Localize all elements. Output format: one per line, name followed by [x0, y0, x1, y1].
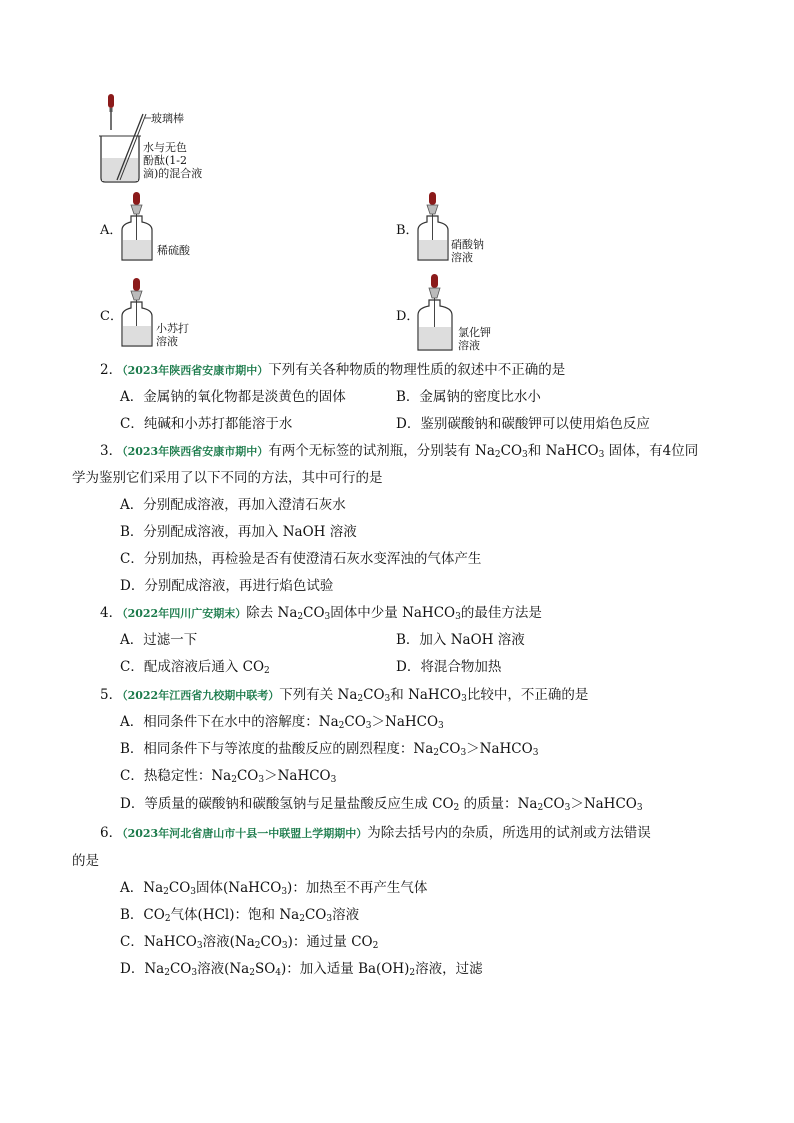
figure-option-c-label-line2: 溶液 — [156, 335, 178, 348]
question-3-option-d[interactable]: D．分别配成溶液，再进行焰色试验 — [120, 578, 334, 594]
question-2-option-c[interactable]: C．纯碱和小苏打都能溶于水 — [120, 416, 293, 432]
question-3-option-b[interactable]: B．分别配成溶液，再加入 NaOH 溶液 — [120, 524, 357, 540]
figure-option-d-label-line1: 氯化钾 — [458, 326, 491, 339]
question-source: （2023年河北省唐山市十县一中联盟上学期期中） — [122, 827, 368, 840]
question-3-stem-line2: 学为鉴别它们采用了以下不同的方法，其中可行的是 — [72, 470, 383, 486]
question-3-option-c[interactable]: C．分别加热，再检验是否有使澄清石灰水变浑浊的气体产生 — [120, 551, 482, 567]
question-source: （2023年陕西省安康市期中） — [122, 364, 269, 377]
question-6-option-b[interactable]: B．$CO_2$气体(HCl)：饱和 $Na_2CO_3$溶液 — [120, 907, 360, 924]
question-5-stem: 5．（2022年江西省九校期中联考）下列有关 $Na_2CO_3$和 NaHCO$_3$比较中，不正确的是 — [100, 687, 589, 704]
figure-option-b-letter[interactable]: B． — [396, 223, 419, 238]
question-2-stem: 2．（2023年陕西省安康市期中）下列有关各种物质的物理性质的叙述中不正确的是 — [100, 362, 566, 378]
question-source: （2023年陕西省安康市期中） — [122, 445, 269, 458]
question-4-stem: 4．（2022年四川广安期末）除去 $Na_2CO_3$固体中少量 NaHCO$_3$的最佳方法是 — [100, 605, 542, 622]
figure-option-c-label-line1: 小苏打 — [156, 322, 189, 335]
label-glass-rod: 玻璃棒 — [151, 112, 184, 125]
question-4-option-d[interactable]: D．将混合物加热 — [396, 659, 502, 675]
question-6-stem: 6．（2023年河北省唐山市十县一中联盟上学期期中）为除去括号内的杂质，所选用的试剂或方法错误 — [100, 825, 651, 841]
label-mixture-line3: 滴)的混合液 — [143, 167, 203, 180]
question-6-option-c[interactable]: C．NaHCO$_3$溶液$(Na_2CO_3)$：通过量 $CO_2$ — [120, 934, 379, 951]
question-3-option-a[interactable]: A．分别配成溶液，再加入澄清石灰水 — [120, 497, 346, 513]
question-5-option-d[interactable]: D．等质量的碳酸钠和碳酸氢钠与足量盐酸反应生成 $CO_2$ 的质量：$Na_2CO_3>NaHCO_3$ — [120, 796, 643, 813]
question-2-option-d[interactable]: D．鉴别碳酸钠和碳酸钾可以使用焰色反应 — [396, 416, 650, 432]
label-mixture-line1: 水与无色 — [143, 141, 187, 154]
question-5-option-a[interactable]: A．相同条件下在水中的溶解度：$Na_2CO_3>NaHCO_3$ — [120, 714, 444, 731]
reagent-bottle-icon — [414, 272, 458, 354]
question-source: （2022年四川广安期末） — [122, 607, 247, 620]
figure-option-b-bottle — [414, 190, 454, 269]
question-5-option-b[interactable]: B．相同条件下与等浓度的盐酸反应的剧烈程度：$Na_2CO_3>NaHCO_3$ — [120, 741, 539, 758]
question-5-option-c[interactable]: C．热稳定性：$Na_2CO_3>NaHCO_3$ — [120, 768, 337, 785]
reagent-bottle-icon — [118, 190, 158, 265]
question-4-option-b[interactable]: B．加入 NaOH 溶液 — [396, 632, 525, 648]
figure-option-a-bottle — [118, 190, 158, 269]
question-3-stem: 3．（2023年陕西省安康市期中）有两个无标签的试剂瓶，分别装有 $Na_2CO_3$和 NaHCO$_3$ 固体，有4位同 — [100, 443, 699, 460]
question-4-option-a[interactable]: A．过滤一下 — [120, 632, 198, 648]
question-source: （2022年江西省九校期中联考） — [122, 689, 280, 702]
question-6-option-d[interactable]: D．$Na_2CO_3$溶液$(Na_2SO_4)$：加入适量 $Ba(OH)_2$溶液，过滤 — [120, 961, 483, 978]
reagent-bottle-icon — [414, 190, 454, 265]
figure-option-c-bottle — [118, 276, 158, 355]
question-6-option-a[interactable]: A．$Na_2CO_3$固体(NaHCO$_3$)：加热至不再产生气体 — [120, 880, 428, 897]
figure-option-a-label: 稀硫酸 — [157, 244, 190, 257]
reagent-bottle-icon — [118, 276, 158, 351]
figure-option-d-bottle — [414, 272, 458, 358]
figure-option-a-letter[interactable]: A． — [100, 223, 123, 238]
question-2-option-b[interactable]: B．金属钠的密度比水小 — [396, 389, 541, 405]
figure-option-b-label-line1: 硝酸钠 — [451, 238, 484, 251]
question-2-option-a[interactable]: A．金属钠的氧化物都是淡黄色的固体 — [120, 389, 346, 405]
figure-option-c-letter[interactable]: C． — [100, 309, 123, 324]
figure-option-d-letter[interactable]: D． — [396, 309, 420, 324]
question-4-option-c[interactable]: C．配成溶液后通入 $CO_2$ — [120, 659, 270, 676]
label-mixture-line2: 酚酞(1-2 — [143, 154, 188, 167]
figure-option-d-label-line2: 溶液 — [458, 339, 480, 352]
question-6-stem-line2: 的是 — [72, 853, 99, 869]
figure-option-b-label-line2: 溶液 — [451, 251, 473, 264]
